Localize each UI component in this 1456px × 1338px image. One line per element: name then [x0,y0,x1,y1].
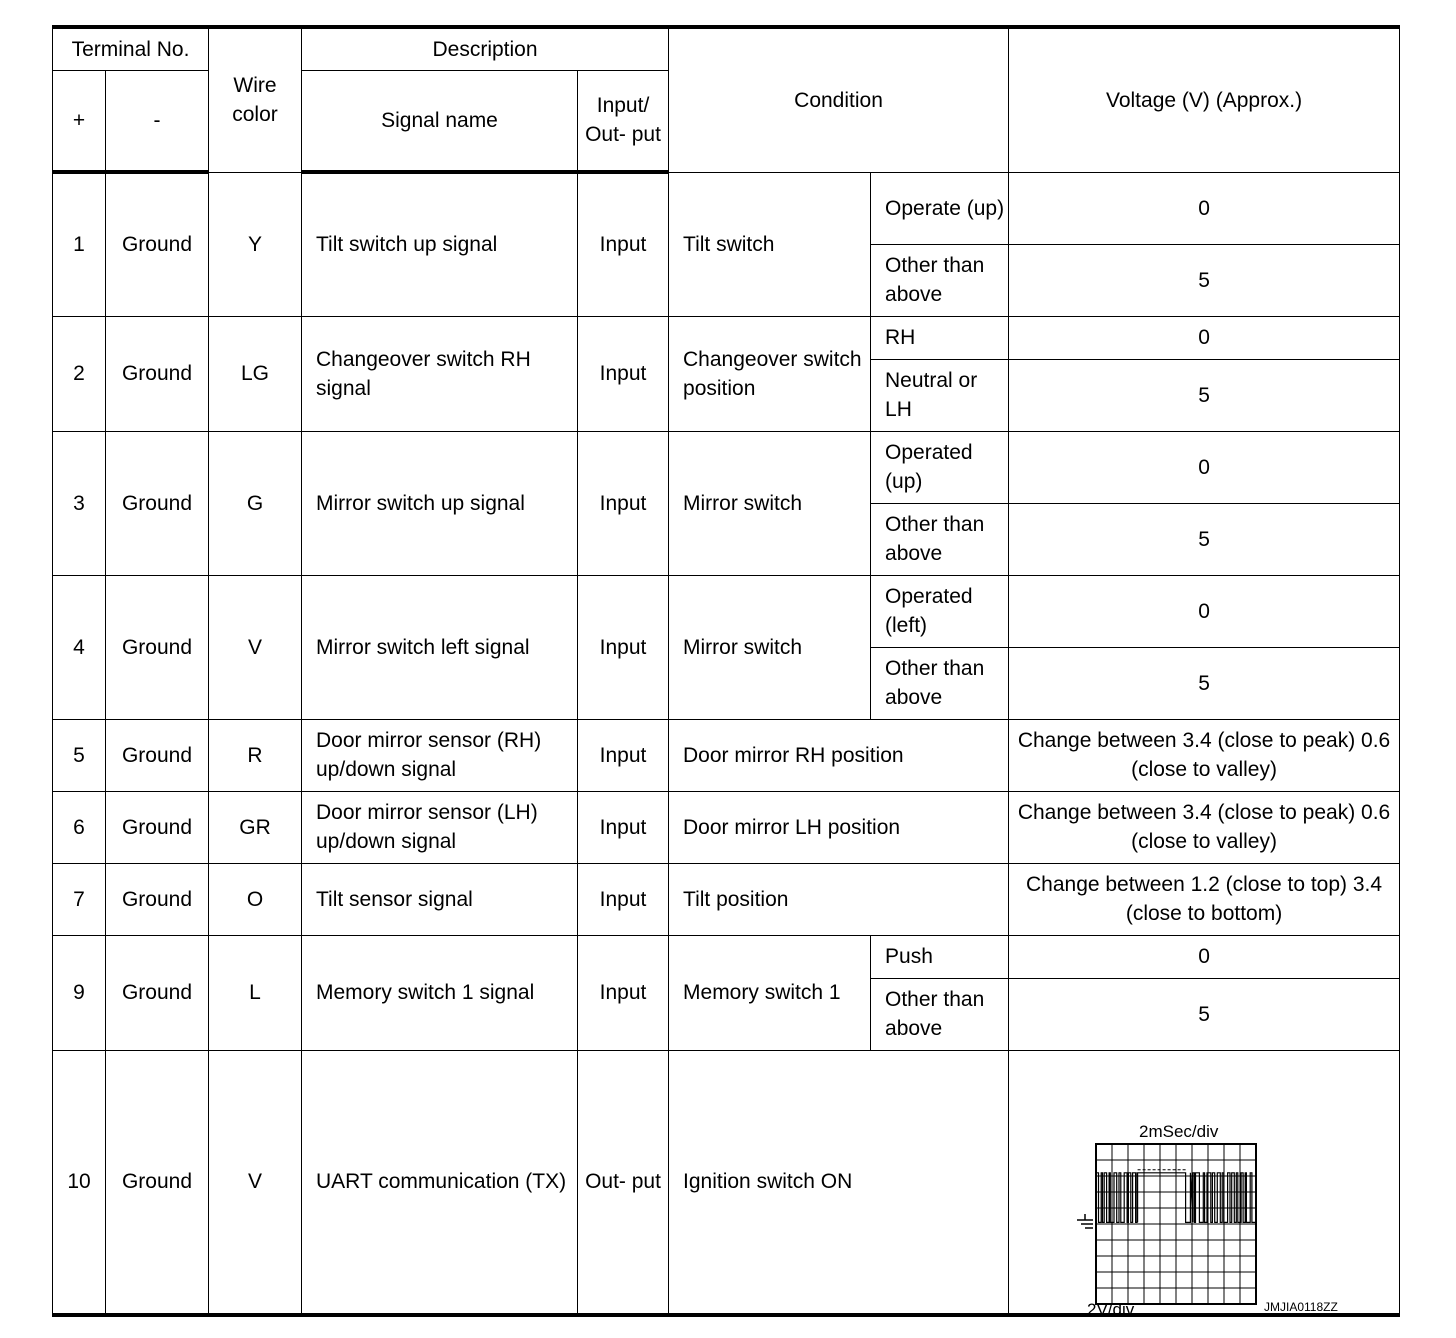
wire-color: V [209,575,302,719]
header-signal-name: Signal name [302,70,578,172]
voltage-value: 5 [1009,647,1400,719]
condition: Door mirror LH position [669,791,1009,863]
terminal-minus: Ground [106,791,209,863]
signal-name: Tilt sensor signal [302,863,578,935]
terminal-minus: Ground [106,863,209,935]
signal-name: Door mirror sensor (RH) up/down signal [302,719,578,791]
condition-state: Other than above [871,647,1009,719]
input-output: Input [578,719,669,791]
header-voltage: Voltage (V) (Approx.) [1009,27,1400,172]
signal-name: Mirror switch up signal [302,431,578,575]
table-row [53,316,1400,359]
voltage-value: 0 [1009,935,1400,978]
oscilloscope-waveform [1009,1051,1399,1313]
header-terminal-no: Terminal No. [53,27,209,70]
scope-grid [1096,1144,1256,1304]
input-output: Input [578,575,669,719]
time-division-label: 2mSec/div [1139,1121,1219,1141]
input-output: Out- put [578,1050,669,1315]
condition-state: Neutral or LH [871,359,1009,431]
terminal-minus: Ground [106,575,209,719]
voltage-value: 0 [1009,431,1400,503]
header-description: Description [302,27,669,70]
wire-color: R [209,719,302,791]
table-row [53,1050,1400,1315]
voltage-value: 0 [1009,172,1400,244]
table-row [53,719,1400,791]
voltage-value: Change between 1.2 (close to top) 3.4 (close to bottom) [1009,863,1400,935]
voltage-value: Change between 3.4 (close to peak) 0.6 (close to valley) [1009,791,1400,863]
condition-state: Other than above [871,244,1009,316]
condition-state: Push [871,935,1009,978]
signal-name: Door mirror sensor (LH) up/down signal [302,791,578,863]
condition-state: RH [871,316,1009,359]
voltage-value: 0 [1009,575,1400,647]
condition: Memory switch 1 [669,935,871,1050]
input-output: Input [578,863,669,935]
header-input-output: Input/ Out- put [578,70,669,172]
header-minus: - [106,70,209,172]
table-row [53,575,1400,647]
table-row [53,791,1400,863]
signal-name: Changeover switch RH signal [302,316,578,431]
wire-color: G [209,431,302,575]
table-row [53,863,1400,935]
terminal-minus: Ground [106,1050,209,1315]
condition: Door mirror RH position [669,719,1009,791]
condition-state: Operate (up) [871,172,1009,244]
condition: Mirror switch [669,575,871,719]
voltage-value: 5 [1009,244,1400,316]
signal-name: UART communication (TX) [302,1050,578,1315]
condition-state: Other than above [871,978,1009,1050]
voltage-value: 5 [1009,359,1400,431]
wire-color: LG [209,316,302,431]
terminal-minus: Ground [106,719,209,791]
terminal-minus: Ground [106,935,209,1050]
voltage-value: 5 [1009,503,1400,575]
signal-name: Memory switch 1 signal [302,935,578,1050]
wire-color: Y [209,172,302,316]
oscilloscope-cell [1009,1050,1400,1315]
terminal-plus: 6 [53,791,106,863]
wire-color: GR [209,791,302,863]
terminal-minus: Ground [106,172,209,316]
input-output: Input [578,431,669,575]
voltage-value: 5 [1009,978,1400,1050]
terminal-plus: 5 [53,719,106,791]
table-row [53,431,1400,503]
terminal-plus: 3 [53,431,106,575]
table-row [53,935,1400,978]
condition-state: Operated (up) [871,431,1009,503]
ground-symbol-icon [1077,1214,1093,1228]
condition: Tilt position [669,863,1009,935]
header-wire-color: Wire color [209,27,302,172]
terminal-minus: Ground [106,431,209,575]
figure-id-label: JMJIA0118ZZ [1264,1299,1338,1313]
terminal-plus: 7 [53,863,106,935]
terminal-minus: Ground [106,316,209,431]
condition: Tilt switch [669,172,871,316]
input-output: Input [578,316,669,431]
table-row [53,172,1400,244]
terminal-table [52,25,1400,1317]
condition: Changeover switch position [669,316,871,431]
wire-color: L [209,935,302,1050]
voltage-value: Change between 3.4 (close to peak) 0.6 (close to valley) [1009,719,1400,791]
terminal-plus: 2 [53,316,106,431]
condition: Mirror switch [669,431,871,575]
signal-name: Mirror switch left signal [302,575,578,719]
condition-state: Other than above [871,503,1009,575]
signal-name: Tilt switch up signal [302,172,578,316]
condition: Ignition switch ON [669,1050,1009,1315]
volt-division-label: 2V/div [1087,1299,1135,1313]
header-condition: Condition [669,27,1009,172]
terminal-plus: 4 [53,575,106,719]
terminal-plus: 10 [53,1050,106,1315]
input-output: Input [578,172,669,316]
wire-color: O [209,863,302,935]
wire-color: V [209,1050,302,1315]
input-output: Input [578,791,669,863]
terminal-plus: 1 [53,172,106,316]
header-plus: + [53,70,106,172]
condition-state: Operated (left) [871,575,1009,647]
voltage-value: 0 [1009,316,1400,359]
terminal-plus: 9 [53,935,106,1050]
input-output: Input [578,935,669,1050]
